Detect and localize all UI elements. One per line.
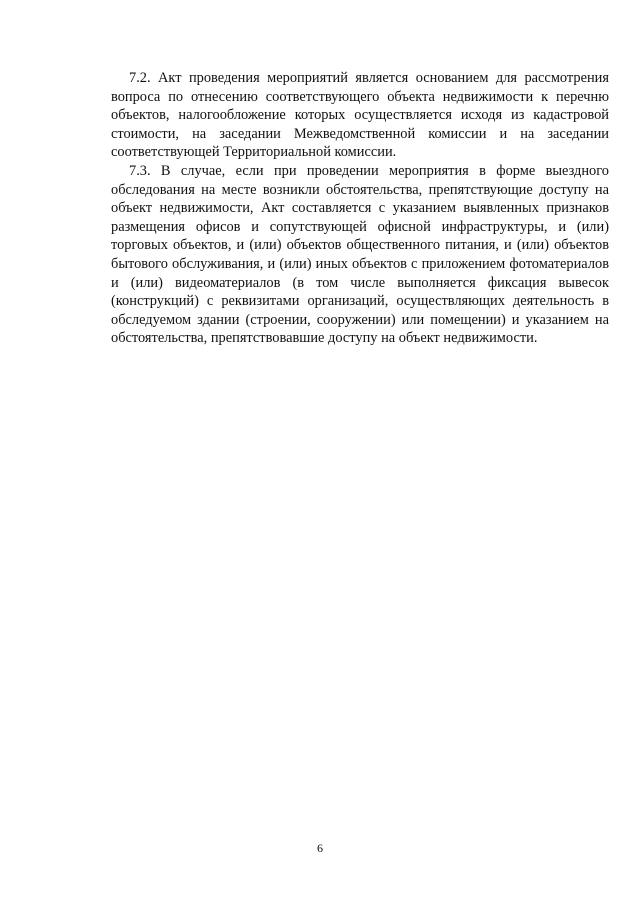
page-number: 6 <box>317 841 323 855</box>
paragraph-7-3: 7.3. В случае, если при проведении мероприятия в форме выездного обследования на месте возникли обстоятельства, препятствующие доступу на объект недвижимости, Акт составляется с указанием выявленных признаков размещения офисов и сопутствующей офисной инфраструктуры, и (или) торговых объектов, и (или) объектов общественного питания, и (или) объектов бытового обслуживания, и (или) иных объектов с приложением фотоматериалов и (или) видеоматериалов (в том числе выполняется фиксация вывесок (конструкций) с реквизитами организаций, осуществляющих деятельность в обследуемом здании (строении, сооружении) или помещении) и указанием на обстоятельства, препятствовавшие доступу на объект недвижимости. <box>111 162 609 347</box>
paragraph-7-2: 7.2. Акт проведения мероприятий является основанием для рассмотрения вопроса по отнесению соответствующего объекта недвижимости к перечню объектов, налогообложение которых осуществляется исходя из кадастровой стоимости, на заседании Межведомственной комиссии и на заседании соответствующей Территориальной комиссии. <box>111 70 609 161</box>
document-body <box>111 69 609 348</box>
